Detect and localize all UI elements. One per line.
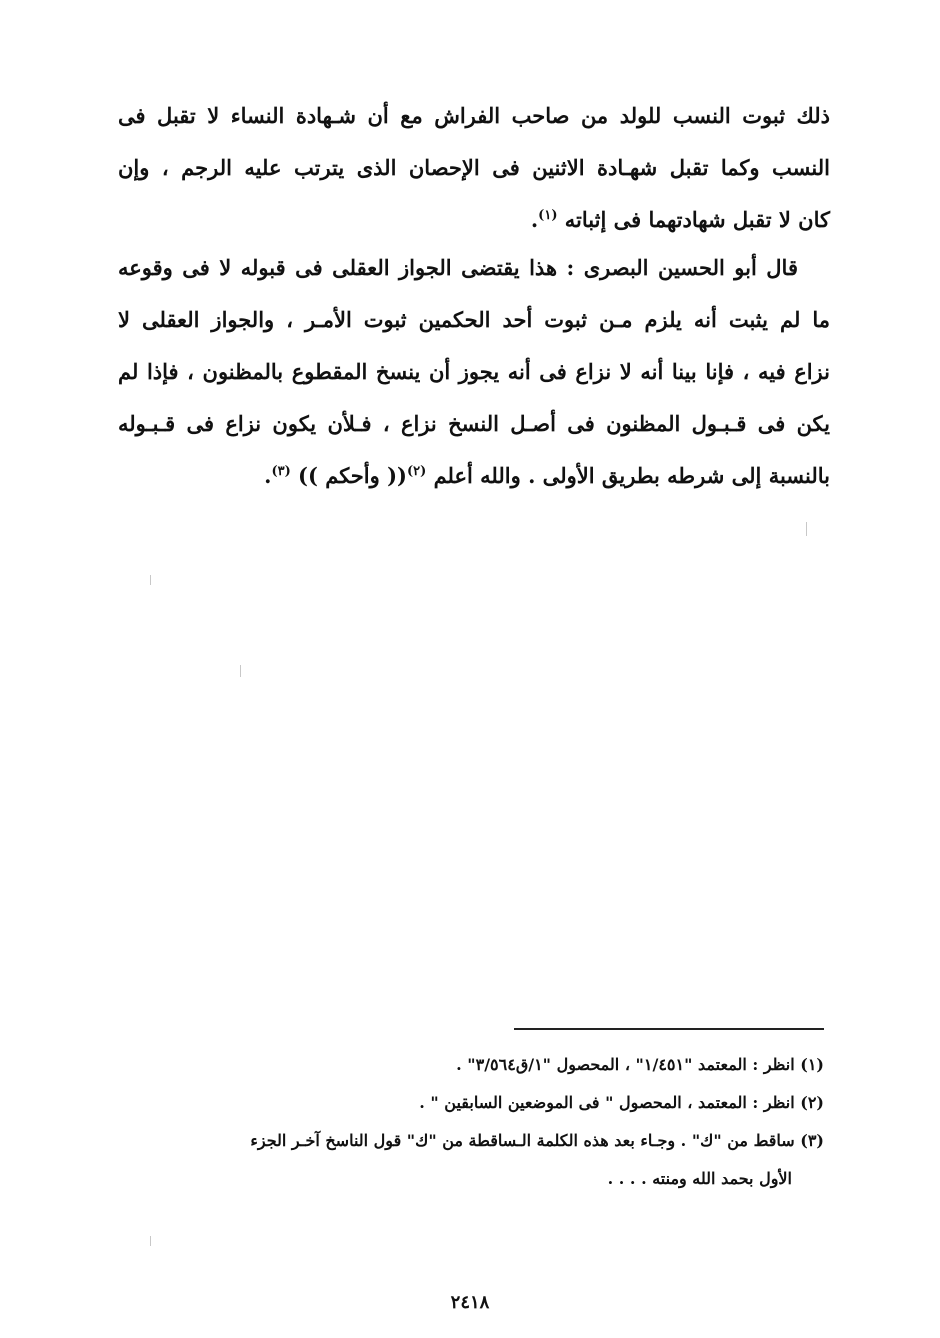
scan-speck xyxy=(150,575,151,585)
paragraph-1-line-1: ذلك ثبوت النسب للولد من صاحب الفراش مع أن شـهادة النساء لا تقبل فى xyxy=(118,103,830,128)
paragraph-1-end-mark: . xyxy=(530,207,539,232)
paragraph-1-line-3 xyxy=(118,194,830,246)
footnote-separator xyxy=(514,1028,824,1030)
paragraph-2-line-5-text: بالنسبة إلى شرطه بطريق الأولى . والله أعلم xyxy=(433,463,830,488)
scan-speck xyxy=(150,1236,151,1246)
scan-speck xyxy=(240,665,241,677)
paragraph-2-line-5 xyxy=(118,450,830,502)
paragraph-2-end-mark: . xyxy=(264,463,272,488)
footnote-ref-2: (٢) xyxy=(406,464,427,479)
footnote-2: (٢) انظر : المعتمد ، المحصول " فى الموضعين السابقين " . xyxy=(419,1093,824,1112)
inserted-phrase: (( وأحكم )) xyxy=(298,463,407,488)
scan-speck xyxy=(806,522,807,536)
paragraph-2-line-1: قال أبو الحسين البصرى : هذا يقتضى الجواز العقلى فى قبوله لا فى وقوعه xyxy=(118,255,798,280)
footnote-3: (٣) ساقط من "ك" . وجـاء بعد هذه الكلمة الـساقطة من "ك" قول الناسخ آخـر الجزء xyxy=(250,1131,824,1150)
paragraph-1-line-2: النسب وكما تقبل شهـادة الاثنين فى الإحصان الذى يترتب عليه الرجم ، وإن xyxy=(118,155,830,180)
footnote-3-continuation: الأول بحمد الله ومنته . . . . xyxy=(607,1169,792,1188)
paragraph-2 xyxy=(118,242,830,502)
page-number: ٢٤١٨ xyxy=(450,1292,490,1313)
paragraph-2-line-3: نزاع فيه ، فإنا بينا أنه لا نزاع فى أنه يجوز أن ينسخ المقطوع بالمظنون ، فإذا لم xyxy=(118,359,830,384)
footnotes xyxy=(110,1046,824,1198)
footnote-ref-1: (١) xyxy=(538,208,558,223)
paragraph-1 xyxy=(118,90,830,246)
footnote-ref-3: (٣) xyxy=(271,464,291,479)
paragraph-2-line-2: ما لم يثبت أنه يلزم مـن ثبوت أحد الحكمين ثبوت الأمـر ، والجواز العقلى لا xyxy=(118,307,830,332)
paragraph-1-line-3-text: كان لا تقبل شهادتهما فى إثباته xyxy=(564,207,830,232)
paragraph-2-line-4: يكن فى قـبـول المظنون فى أصـل النسخ نزاع ، فـلأن يكون نزاع فى قـبـوله xyxy=(118,411,830,436)
footnote-1: (١) انظر : المعتمد "١/٤٥١" ، المحصول "١/ق٣/٥٦٤" . xyxy=(456,1055,824,1074)
